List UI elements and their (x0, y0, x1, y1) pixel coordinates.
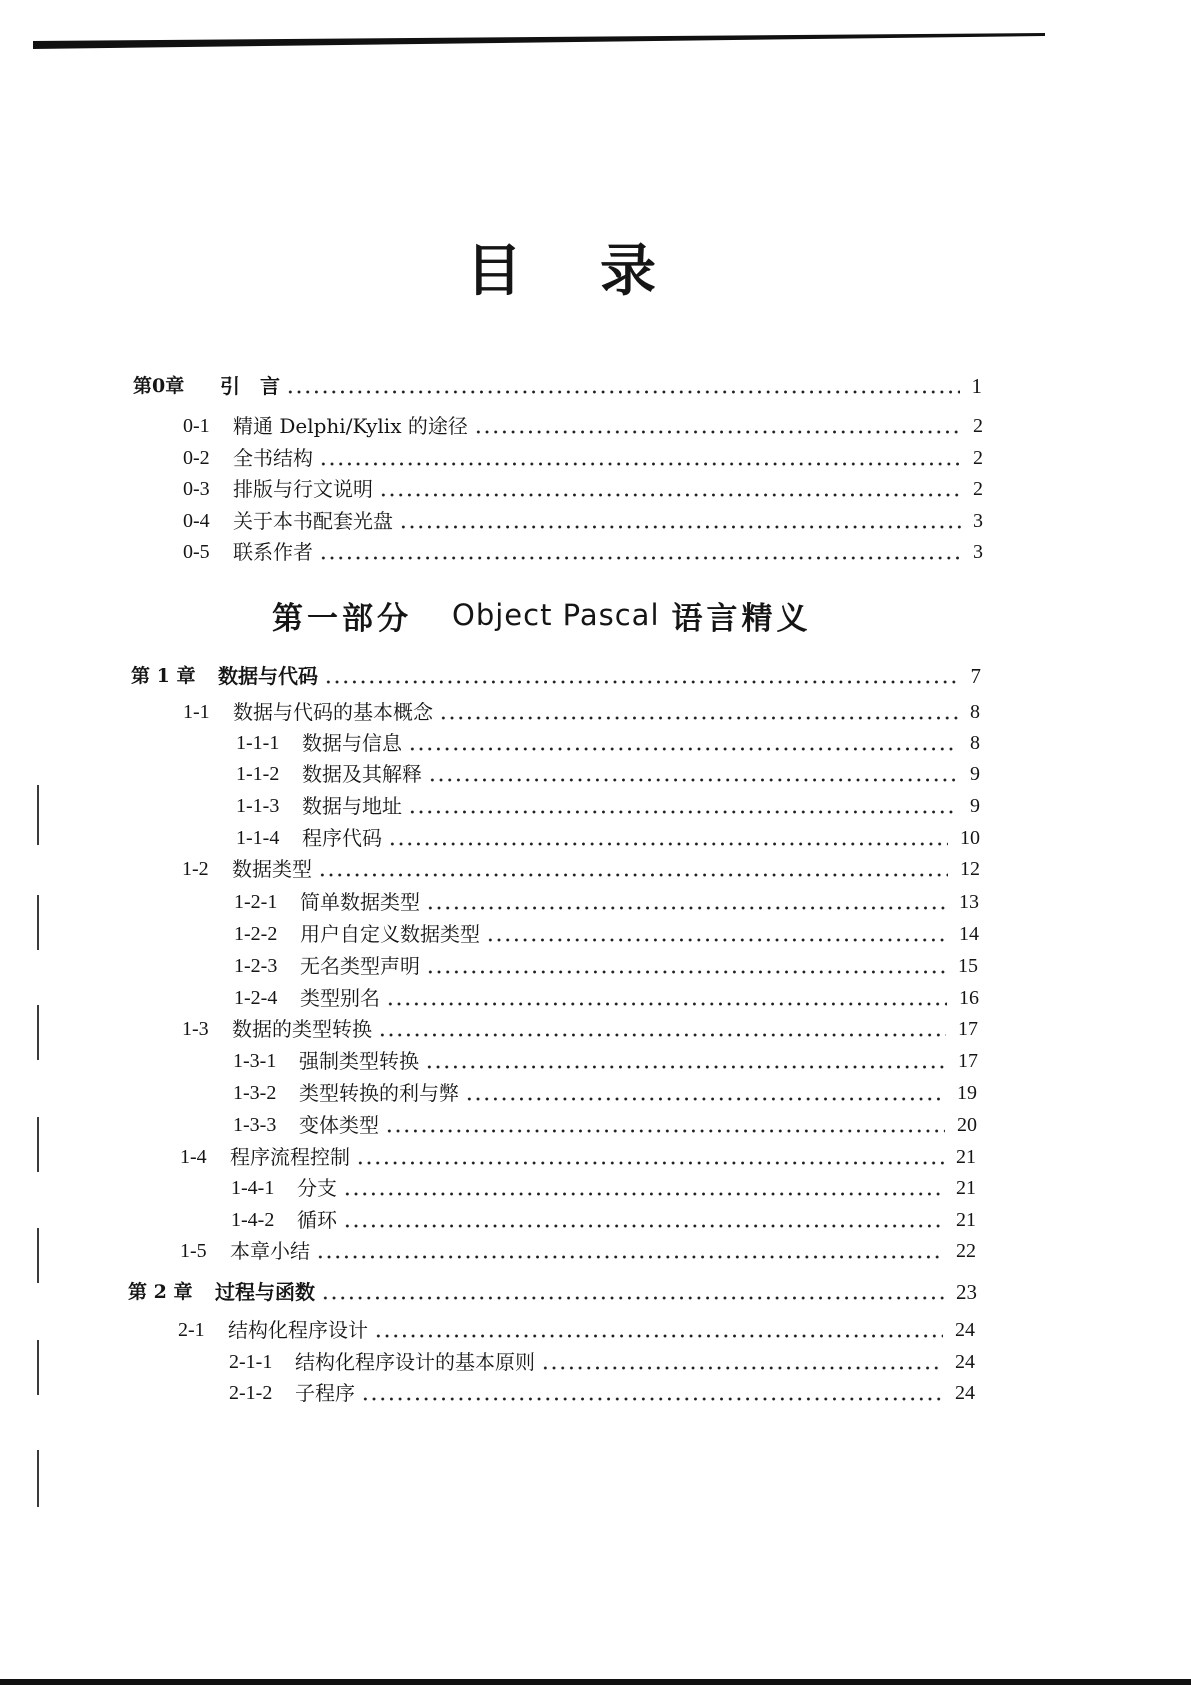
toc-chapter-entry (128, 1279, 977, 1305)
page-number: 9 (970, 763, 980, 785)
page-number: 8 (970, 701, 980, 723)
toc-section-entry (183, 699, 980, 725)
subsection-title: 变体类型 (299, 1113, 379, 1137)
page-title: 目录 (466, 238, 734, 304)
toc-section-entry (183, 476, 983, 502)
section-title: 精通 Delphi/Kylix 的途径 (233, 414, 468, 438)
subsection-number: 1-2-1 (234, 891, 278, 913)
page-number: 13 (959, 891, 979, 913)
subsection-title: 分支 (297, 1176, 337, 1200)
subsection-title: 简单数据类型 (300, 890, 420, 914)
dot-leader (408, 793, 958, 819)
dot-leader (361, 1380, 943, 1406)
dot-leader (374, 1317, 943, 1343)
page-number: 22 (956, 1240, 976, 1262)
toc-subsection-entry (236, 825, 980, 851)
page-number: 7 (970, 664, 981, 688)
page-number: 12 (960, 858, 980, 880)
part-label: 第一部分 (272, 600, 412, 637)
section-title: 数据的类型转换 (232, 1017, 372, 1041)
toc-section-entry (183, 445, 983, 471)
subsection-number: 1-2-3 (234, 955, 278, 977)
subsection-number: 1-1-4 (236, 827, 280, 849)
chapter-number: 第0章 (133, 375, 185, 397)
chapter-title: 数据与代码 (218, 664, 318, 688)
page-number: 1 (971, 374, 982, 398)
dot-leader (379, 476, 961, 502)
subsection-number: 2-1-1 (229, 1351, 273, 1373)
page-number: 20 (957, 1114, 977, 1136)
toc-subsection-entry (233, 1048, 978, 1074)
subsection-title: 数据与地址 (302, 794, 402, 818)
subsection-title: 用户自定义数据类型 (300, 922, 480, 946)
part-heading (272, 593, 812, 637)
subsection-title: 类型转换的利与弊 (299, 1081, 459, 1105)
toc-subsection-entry (229, 1380, 975, 1406)
page-number: 17 (958, 1018, 978, 1040)
dot-leader (319, 539, 961, 565)
section-title: 排版与行文说明 (233, 477, 373, 501)
dot-leader (439, 699, 958, 725)
dot-leader (378, 1016, 946, 1042)
toc-section-entry (182, 856, 980, 882)
subsection-number: 1-3-2 (233, 1082, 277, 1104)
chapter-title: 过程与函数 (215, 1280, 315, 1304)
section-title: 数据与代码的基本概念 (233, 700, 433, 724)
subsection-title: 结构化程序设计的基本原则 (295, 1350, 535, 1374)
page-number: 17 (958, 1050, 978, 1072)
section-number: 1-2 (182, 858, 209, 880)
dot-leader (465, 1080, 945, 1106)
section-number: 0-4 (183, 510, 210, 532)
section-number: 1-4 (180, 1146, 207, 1168)
dot-leader (408, 730, 958, 756)
page-number: 16 (959, 987, 979, 1009)
toc-section-entry (183, 413, 983, 439)
subsection-number: 1-2-2 (234, 923, 278, 945)
dot-leader (321, 1279, 944, 1305)
toc-subsection-entry (236, 761, 980, 787)
page-number: 2 (973, 415, 983, 437)
dot-leader (356, 1144, 944, 1170)
header-rule (33, 33, 1045, 49)
toc-subsection-entry (234, 953, 978, 979)
page-number: 14 (959, 923, 979, 945)
subsection-number: 1-2-4 (234, 987, 278, 1009)
subsection-title: 循环 (297, 1208, 337, 1232)
dot-leader (425, 1048, 946, 1074)
page-number: 3 (973, 541, 983, 563)
toc-chapter-entry (131, 663, 981, 689)
page-number: 24 (955, 1319, 975, 1341)
subsection-number: 2-1-2 (229, 1382, 273, 1404)
dot-leader (319, 445, 961, 471)
dot-leader (343, 1207, 944, 1233)
subsection-number: 1-1-1 (236, 732, 280, 754)
page-number: 19 (957, 1082, 977, 1104)
subsection-title: 数据及其解释 (302, 762, 422, 786)
chapter-number: 第 1 章 (131, 665, 196, 687)
toc-section-entry (178, 1317, 975, 1343)
section-title: 程序流程控制 (230, 1145, 350, 1169)
page-number: 9 (970, 795, 980, 817)
section-title: 全书结构 (233, 446, 313, 470)
toc-subsection-entry (236, 730, 980, 756)
footer-edge (0, 1679, 1191, 1685)
toc-subsection-entry (231, 1207, 976, 1233)
section-number: 0-1 (183, 415, 210, 437)
page-number: 21 (956, 1209, 976, 1231)
part-name-cn: 语言精义 (671, 600, 812, 637)
dot-leader (541, 1349, 943, 1375)
dot-leader (426, 889, 947, 915)
toc-section-entry (182, 1016, 978, 1042)
section-title: 数据类型 (232, 857, 312, 881)
page-number: 2 (973, 447, 983, 469)
dot-leader (388, 825, 948, 851)
toc-section-entry (180, 1144, 976, 1170)
section-number: 1-1 (183, 701, 210, 723)
subsection-title: 强制类型转换 (299, 1049, 419, 1073)
dot-leader (343, 1175, 944, 1201)
page-number: 15 (958, 955, 978, 977)
section-title: 关于本书配套光盘 (233, 509, 393, 533)
section-number: 2-1 (178, 1319, 205, 1341)
page-number: 24 (955, 1382, 975, 1404)
page-number: 2 (973, 478, 983, 500)
subsection-title: 子程序 (295, 1381, 355, 1405)
subsection-number: 1-1-3 (236, 795, 280, 817)
toc-chapter-entry (133, 373, 982, 399)
section-number: 1-3 (182, 1018, 209, 1040)
dot-leader (426, 953, 946, 979)
toc-subsection-entry (231, 1175, 976, 1201)
dot-leader (318, 856, 948, 882)
page-number: 10 (960, 827, 980, 849)
subsection-number: 1-3-1 (233, 1050, 277, 1072)
dot-leader (399, 508, 961, 534)
dot-leader (428, 761, 958, 787)
section-number: 0-5 (183, 541, 210, 563)
page-number: 21 (956, 1146, 976, 1168)
dot-leader (474, 413, 961, 439)
dot-leader (386, 985, 947, 1011)
subsection-title: 无名类型声明 (300, 954, 420, 978)
section-title: 联系作者 (233, 540, 313, 564)
dot-leader (316, 1238, 944, 1264)
section-title: 本章小结 (230, 1239, 310, 1263)
subsection-number: 1-4-1 (231, 1177, 275, 1199)
toc-section-entry (183, 539, 983, 565)
toc-subsection-entry (233, 1112, 977, 1138)
subsection-title: 程序代码 (302, 826, 382, 850)
page-number: 24 (955, 1351, 975, 1373)
toc-subsection-entry (234, 985, 979, 1011)
subsection-title: 类型别名 (300, 986, 380, 1010)
section-number: 1-5 (180, 1240, 207, 1262)
subsection-number: 1-1-2 (236, 763, 280, 785)
chapter-number: 第 2 章 (128, 1281, 193, 1303)
subsection-number: 1-4-2 (231, 1209, 275, 1231)
chapter-title: 引 言 (220, 374, 280, 398)
page-number: 21 (956, 1177, 976, 1199)
dot-leader (324, 663, 959, 689)
page-number: 23 (956, 1280, 977, 1304)
toc-subsection-entry (229, 1349, 975, 1375)
subsection-number: 1-3-3 (233, 1114, 277, 1136)
dot-leader (286, 373, 960, 399)
section-number: 0-3 (183, 478, 210, 500)
toc-section-entry (183, 508, 983, 534)
toc-subsection-entry (233, 1080, 977, 1106)
page-number: 3 (973, 510, 983, 532)
section-title: 结构化程序设计 (228, 1318, 368, 1342)
toc-subsection-entry (234, 921, 979, 947)
dot-leader (486, 921, 947, 947)
toc-section-entry (180, 1238, 976, 1264)
toc-subsection-entry (236, 793, 980, 819)
dot-leader (385, 1112, 945, 1138)
part-name-latin: Object Pascal (452, 598, 660, 632)
toc-subsection-entry (234, 889, 979, 915)
section-number: 0-2 (183, 447, 210, 469)
subsection-title: 数据与信息 (302, 731, 402, 755)
page-number: 8 (970, 732, 980, 754)
